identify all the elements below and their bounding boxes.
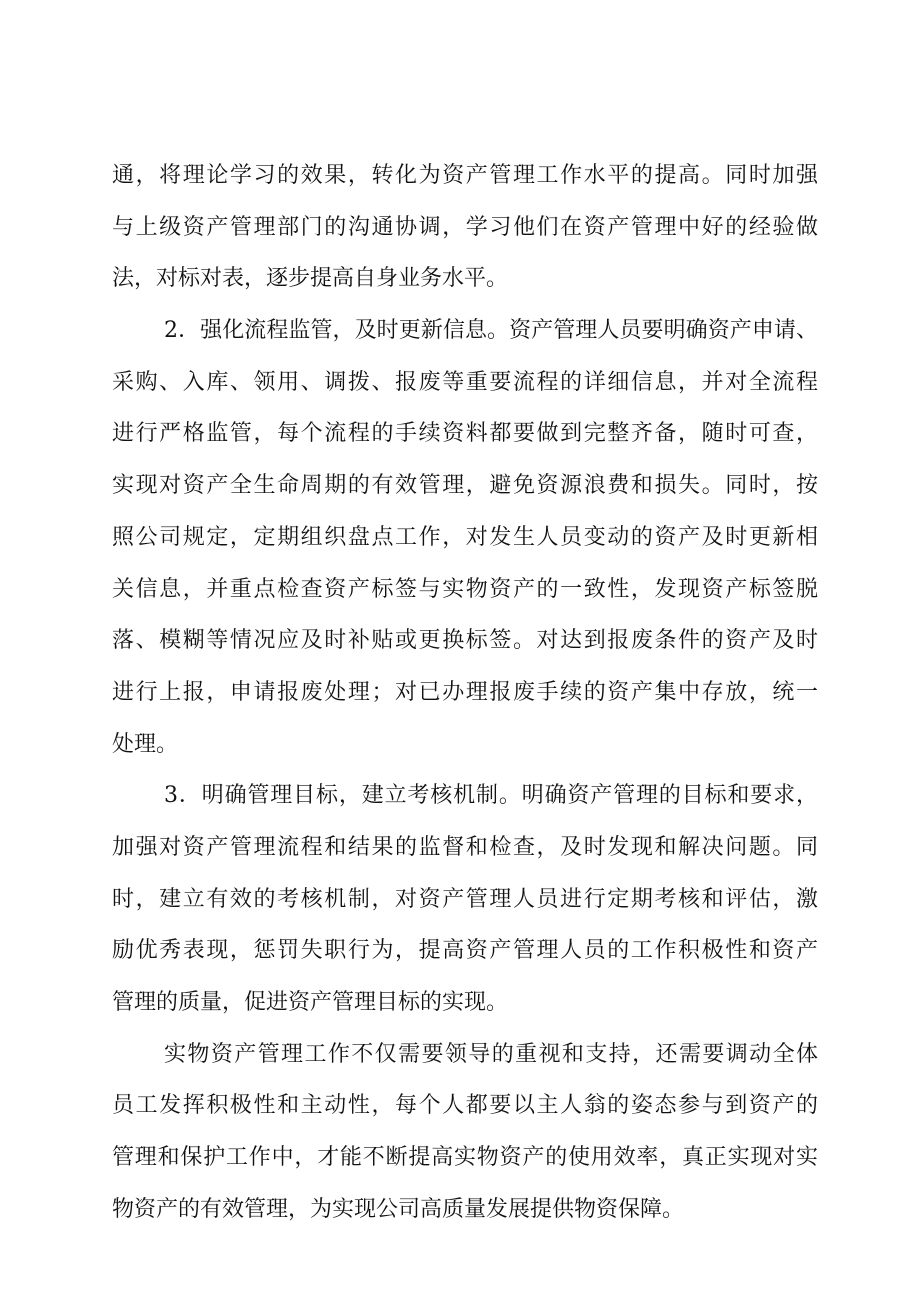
text-line: 加强对资产管理流程和结果的监督和检查，及时发现和解决问题。同 (112, 834, 818, 860)
document-page (112, 150, 818, 1235)
paragraph-conclusion (112, 1029, 818, 1236)
text-line: 管理和保护工作中，才能不断提高实物资产的使用效率，真正实现对实 (112, 1145, 818, 1171)
text-line: 采购、入库、领用、调拨、报废等重要流程的详细信息，并对全流程 (112, 369, 818, 395)
text-line: 关信息，并重点检查资产标签与实物资产的一致性，发现资产标签脱 (112, 576, 818, 602)
text-line: 法，对标对表，逐步提高自身业务水平。 (112, 266, 509, 292)
text-line: 通，将理论学习的效果，转化为资产管理工作水平的提高。同时加强 (112, 163, 818, 188)
text-line: 励优秀表现，惩罚失职行为，提高资产管理人员的工作积极性和资产 (112, 938, 818, 964)
text-line: 落、模糊等情况应及时补贴或更换标签。对达到报废条件的资产及时 (112, 628, 818, 654)
text-line: 时，建立有效的考核机制，对资产管理人员进行定期考核和评估，激 (112, 886, 818, 912)
text-line: 2．强化流程监管，及时更新信息。资产管理人员要明确资产申请、 (164, 318, 818, 344)
text-line: 进行严格监管，每个流程的手续资料都要做到完整齐备，随时可查， (112, 421, 818, 447)
text-line: 实现对资产全生命周期的有效管理，避免资源浪费和损失。同时，按 (112, 473, 818, 499)
text-line: 进行上报，申请报废处理；对已办理报废手续的资产集中存放，统一 (112, 679, 818, 705)
paragraph-item-2 (112, 305, 818, 770)
text-line: 员工发挥积极性和主动性，每个人都要以主人翁的姿态参与到资产的 (112, 1093, 818, 1119)
paragraph-item-3 (112, 770, 818, 1028)
text-line: 物资产的有效管理，为实现公司高质量发展提供物资保障。 (112, 1196, 685, 1222)
text-line: 3．明确管理目标，建立考核机制。明确资产管理的目标和要求， (164, 783, 818, 809)
text-line: 照公司规定，定期组织盘点工作，对发生人员变动的资产及时更新相 (112, 524, 818, 550)
text-line: 实物资产管理工作不仅需要领导的重视和支持，还需要调动全体 (164, 1041, 818, 1067)
text-line: 与上级资产管理部门的沟通协调，学习他们在资产管理中好的经验做 (112, 214, 818, 240)
paragraph-continuation (112, 150, 818, 305)
text-line: 处理。 (112, 731, 179, 757)
text-line: 管理的质量，促进资产管理目标的实现。 (112, 990, 509, 1015)
